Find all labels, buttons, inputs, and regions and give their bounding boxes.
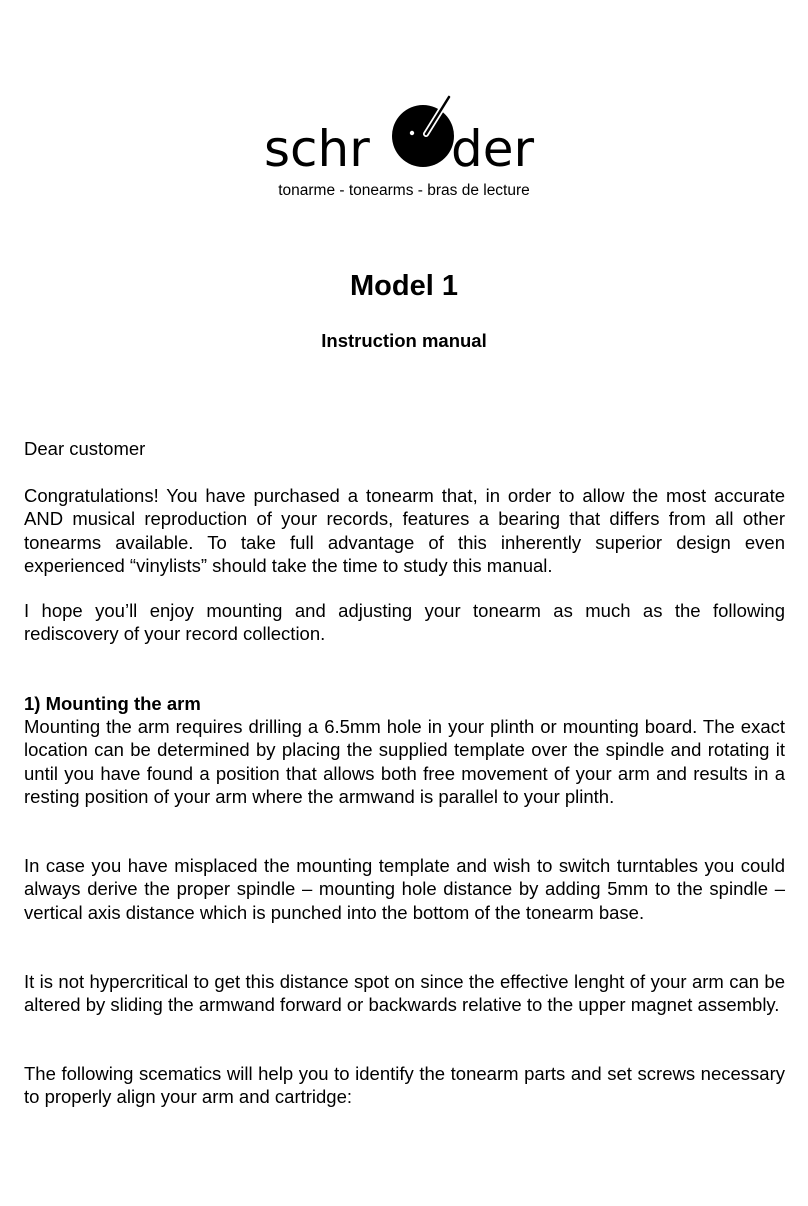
section-heading: 1) Mounting the arm bbox=[24, 693, 201, 714]
record-icon bbox=[392, 97, 454, 167]
page-subtitle: Instruction manual bbox=[321, 330, 487, 351]
logo-text-left: schr bbox=[264, 120, 370, 178]
page-title: Model 1 bbox=[350, 270, 458, 302]
section-paragraph-3: It is not hypercritical to get this distance spot on since the effective lenght of your arm can be altered by sliding the armwand forward or backwards relative to the upper magnet assembly. bbox=[24, 971, 785, 1016]
logo-graphic bbox=[264, 92, 544, 182]
closing-paragraph: I hope you’ll enjoy mounting and adjusting your tonearm as much as the following rediscovery of your record collection. bbox=[24, 600, 785, 645]
section-paragraph-2: In case you have misplaced the mounting template and wish to switch turntables you could always derive the proper spindle – mounting hole distance by adding 5mm to the spindle – vertical axis distance which is punched into the bottom of the tonearm base. bbox=[24, 855, 785, 923]
brand-logo bbox=[0, 92, 808, 182]
tagline: tonarme - tonearms - bras de lecture bbox=[278, 182, 530, 199]
logo-text-right: der bbox=[451, 120, 535, 178]
greeting: Dear customer bbox=[24, 438, 146, 459]
intro-paragraph: Congratulations! You have purchased a tonearm that, in order to allow the most accurate AND musical reproduction of your records, features a bearing that differs from all other tonearms available. To take full advantage of this inherently superior design even experienced “vinylists” should take the time to study this manual. bbox=[24, 485, 785, 576]
section-paragraph-4: The following scematics will help you to identify the tonearm parts and set screws necessary to properly align your arm and cartridge: bbox=[24, 1063, 785, 1108]
section-paragraph-1: Mounting the arm requires drilling a 6.5mm hole in your plinth or mounting board. The exact location can be determined by placing the supplied template over the spindle and rotating it until you have found a position that allows both free movement of your arm and results in a resting position of your arm where the armwand is parallel to your plinth. bbox=[24, 716, 785, 807]
